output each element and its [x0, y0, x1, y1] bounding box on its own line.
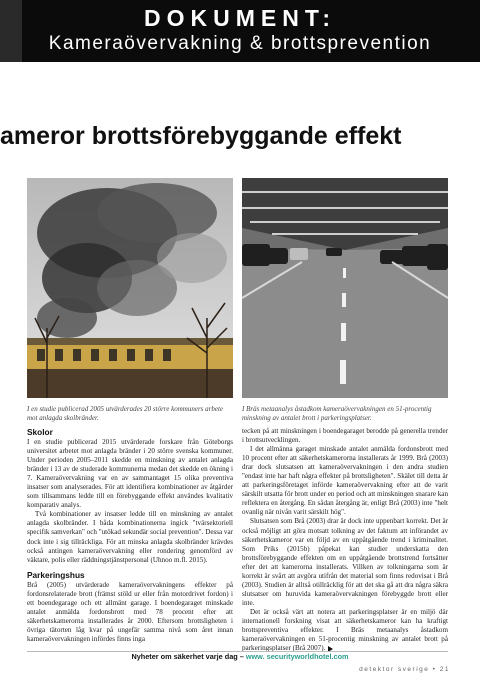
figure-caption-left: I en studie publicerad 2005 utvärderades 20 större kommuners arbete mot anlagda skolbränder. [27, 405, 224, 422]
smoke-fire-photo [27, 178, 233, 398]
paragraph: I det allmänna garaget minskade antalet anmälda fordonsbrott med 10 procent efter att säkerhetskamerorna installerats år 1999. Brå (2003) drar dock slutsatsen att kameraövervakningen i den andra studien "endast inte har haft några effekter på brottsligheten". Skälet till detta är att parkeringsföretaget införde kameraövervakning efter att de varit särskilt utsatta för brott under en period och att minskningen snarare kan reflektera en återgång. En sådan återgång är, enligt Brå (2003) inte "helt ovanlig när nivån varit särskilt hög". [242, 445, 448, 517]
section-kicker: DOKUMENT: [144, 5, 336, 31]
section-heading-schools: Skolor [27, 427, 53, 437]
article-column-left [27, 427, 233, 644]
paragraph-text: Det är också värt att notera att parkeringsplatser är en miljö där internationell forskning visat att säkerhetskameror kan ha kraftigt brottspreventiva effekter. I Bräs metaanalys åstadkom kameraövervakningen en 51-procentig minskning av antalet brott på parkeringsplatser (Brå 2007). [242, 607, 448, 653]
paragraph-final [242, 608, 448, 653]
article-headline: ameror brottsförebyggande effekt [0, 122, 402, 150]
section-banner [0, 0, 480, 62]
page-folio: detektor sverige • 21 [359, 666, 450, 673]
paragraph: Slutsatsen som Brå (2003) drar är dock inte uppenbart korrekt. Det är också möjligt att göra motsatt tolkning av det faktum att införandet av säkerhetskameror var en följd av en uppåtgående trend i kriminalitet. Som Priks (2015b) påpekat kan studier underskatta den brottsförebyggande effekten om en uppåtgående brottstrend fortsätter efter det att kamerorna installerats. Villken av tolkningarna som är korrekt är svårt att avgöra utifrån det material som finns redovisat i Brå (2003). Studien är alltså otillräcklig för att det ska gå att dra några säkra slutsatser om huruvida kameraövervakningen förebyggde brott eller inte. [242, 517, 448, 607]
section-heading-parking: Parkeringshus [27, 569, 85, 580]
article-column-right [242, 427, 448, 653]
footer-tagline [0, 652, 480, 661]
paragraph: Brå (2005) utvärderade kameraövervakningens effekter på fordonsrelaterade brott (främst stöld ur eller från motordrivet fordon) i ett boendegarage och ett allmänt garage. I boendegaraget minskade antalet anmälda fordonsbrott med 78 procent efter att säkerhetskamerorna installerades år 2000. Eftersom brottsligheten i övriga tätorten låg kvar på ungefär samma nivå som året innan kameraövervakningen infördes finns inga [27, 580, 233, 643]
parking-garage-photo [242, 178, 448, 398]
footer-text: Nyheter om säkerhet varje dag – [131, 652, 246, 661]
footer-url-link[interactable]: www. securityworldhotel.com [245, 652, 349, 661]
paragraph: tecken på att minskningen i boendegaraget berodde på generella trender i brottsutvecklingen. [242, 427, 448, 445]
figure-caption-right: I Bräs metaanalys åstadkom kameraövervakningen en 51-procentig minskning av antalet brott i parkeringsplatser. [242, 405, 432, 422]
paragraph: Två kombinationer av insatser ledde till en minskning av antalet anlagda skolbränder. I båda kombinationerna ingick "tvärsektoriell specifik samverkan" och "utökad sekundär social prevention". Dessa var dock inte i sig tillräckliga. För att minska anlagda skolbränder krävdes också antingen kameraövervakning eller rondering genomförd av väktare, polis eller räddningstjänstpersonal (Uhnoo m.fl. 2015). [27, 510, 233, 564]
section-subtitle: Kameraövervakning & brottsprevention [48, 33, 432, 54]
paragraph: I en studie publicerad 2015 utvärderade forskare från Göteborgs universitet arbetet mot anlagda bränder i 20 större svenska kommuner. Under perioden 2005–2011 skedde en minskning av antalet anlagda bränder i 13 av de studerade kommunerna medan det skedde en ökning i 7. Kameraövervakning var en av sammantaget 15 olika preventiva insatser som analyserades. För att identifiera kombinationer av åtgärder som tillsammans ledde till en förebyggande effekt användes kvalitativ komparativ analys. [27, 438, 233, 510]
